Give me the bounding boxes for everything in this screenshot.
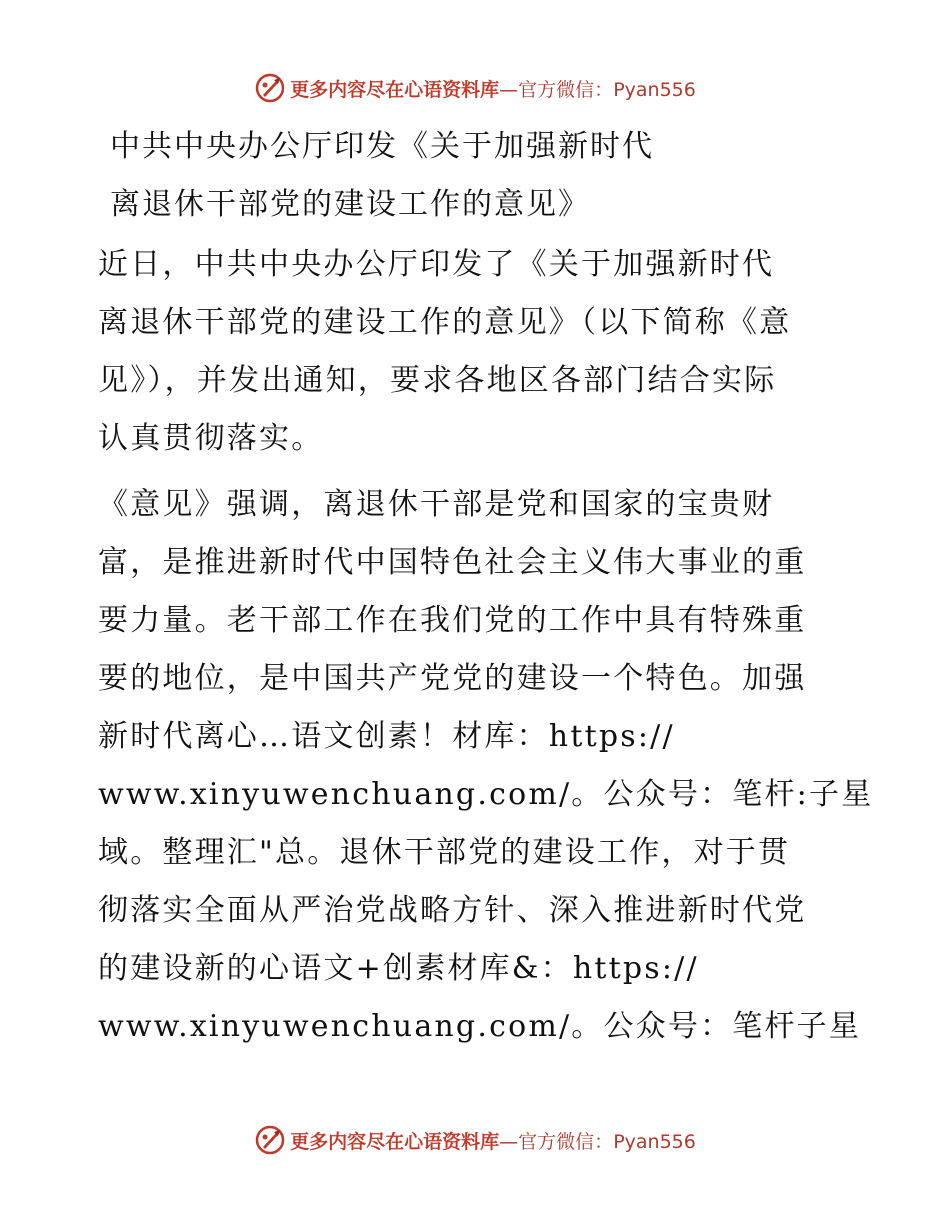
paragraph-line: 认真贯彻落实。 <box>98 421 324 456</box>
quill-pen-logo-icon <box>254 72 286 104</box>
paragraph-line: 新时代离心…语文创素！材库：https:// <box>98 719 675 754</box>
quill-pen-logo-icon <box>254 1124 286 1156</box>
paragraph-line: 近日，中共中央办公厅印发了《关于加强新时代 <box>98 247 775 282</box>
paragraph-line: www.xinyuwenchuang.com/。公众号：笔杆:子星 <box>98 777 874 812</box>
document-body <box>98 118 874 1056</box>
header-banner <box>0 68 950 108</box>
paragraph-line: 要的地位，是中国共产党党的建设一个特色。加强 <box>98 661 807 696</box>
paragraph-line: 的建设新的心语文+创素材库&：https:// <box>98 951 699 986</box>
banner-text: 更多内容尽在心语资料库—官方微信：Pyan556 <box>290 1130 696 1153</box>
paragraph-line: www.xinyuwenchuang.com/。公众号：笔杆子星 <box>98 1009 862 1044</box>
paragraph-line: 《意见》强调，离退休干部是党和国家的宝贵财 <box>98 487 775 522</box>
paragraph-line: 域。整理汇"总。退休干部党的建设工作，对于贯 <box>98 835 791 870</box>
paragraph-1 <box>98 236 858 468</box>
paragraph-line: 离退休干部党的建设工作的意见》（以下简称《意 <box>98 305 792 340</box>
paragraph-2 <box>98 476 874 1056</box>
footer-banner <box>0 1120 950 1160</box>
paragraph-line: 见》），并发出通知，要求各地区各部门结合实际 <box>98 363 777 398</box>
document-title-line-1: 中共中央办公厅印发《关于加强新时代 <box>110 129 654 164</box>
paragraph-line: 彻落实全面从严治党战略方针、深入推进新时代党 <box>98 893 807 928</box>
paragraph-line: 富，是推进新时代中国特色社会主义伟大事业的重 <box>98 545 807 580</box>
document-title-line-2: 离退休干部党的建设工作的意见》 <box>110 187 590 222</box>
paragraph-line: 要力量。老干部工作在我们党的工作中具有特殊重 <box>98 603 807 638</box>
banner-text: 更多内容尽在心语资料库—官方微信：Pyan556 <box>290 78 696 101</box>
